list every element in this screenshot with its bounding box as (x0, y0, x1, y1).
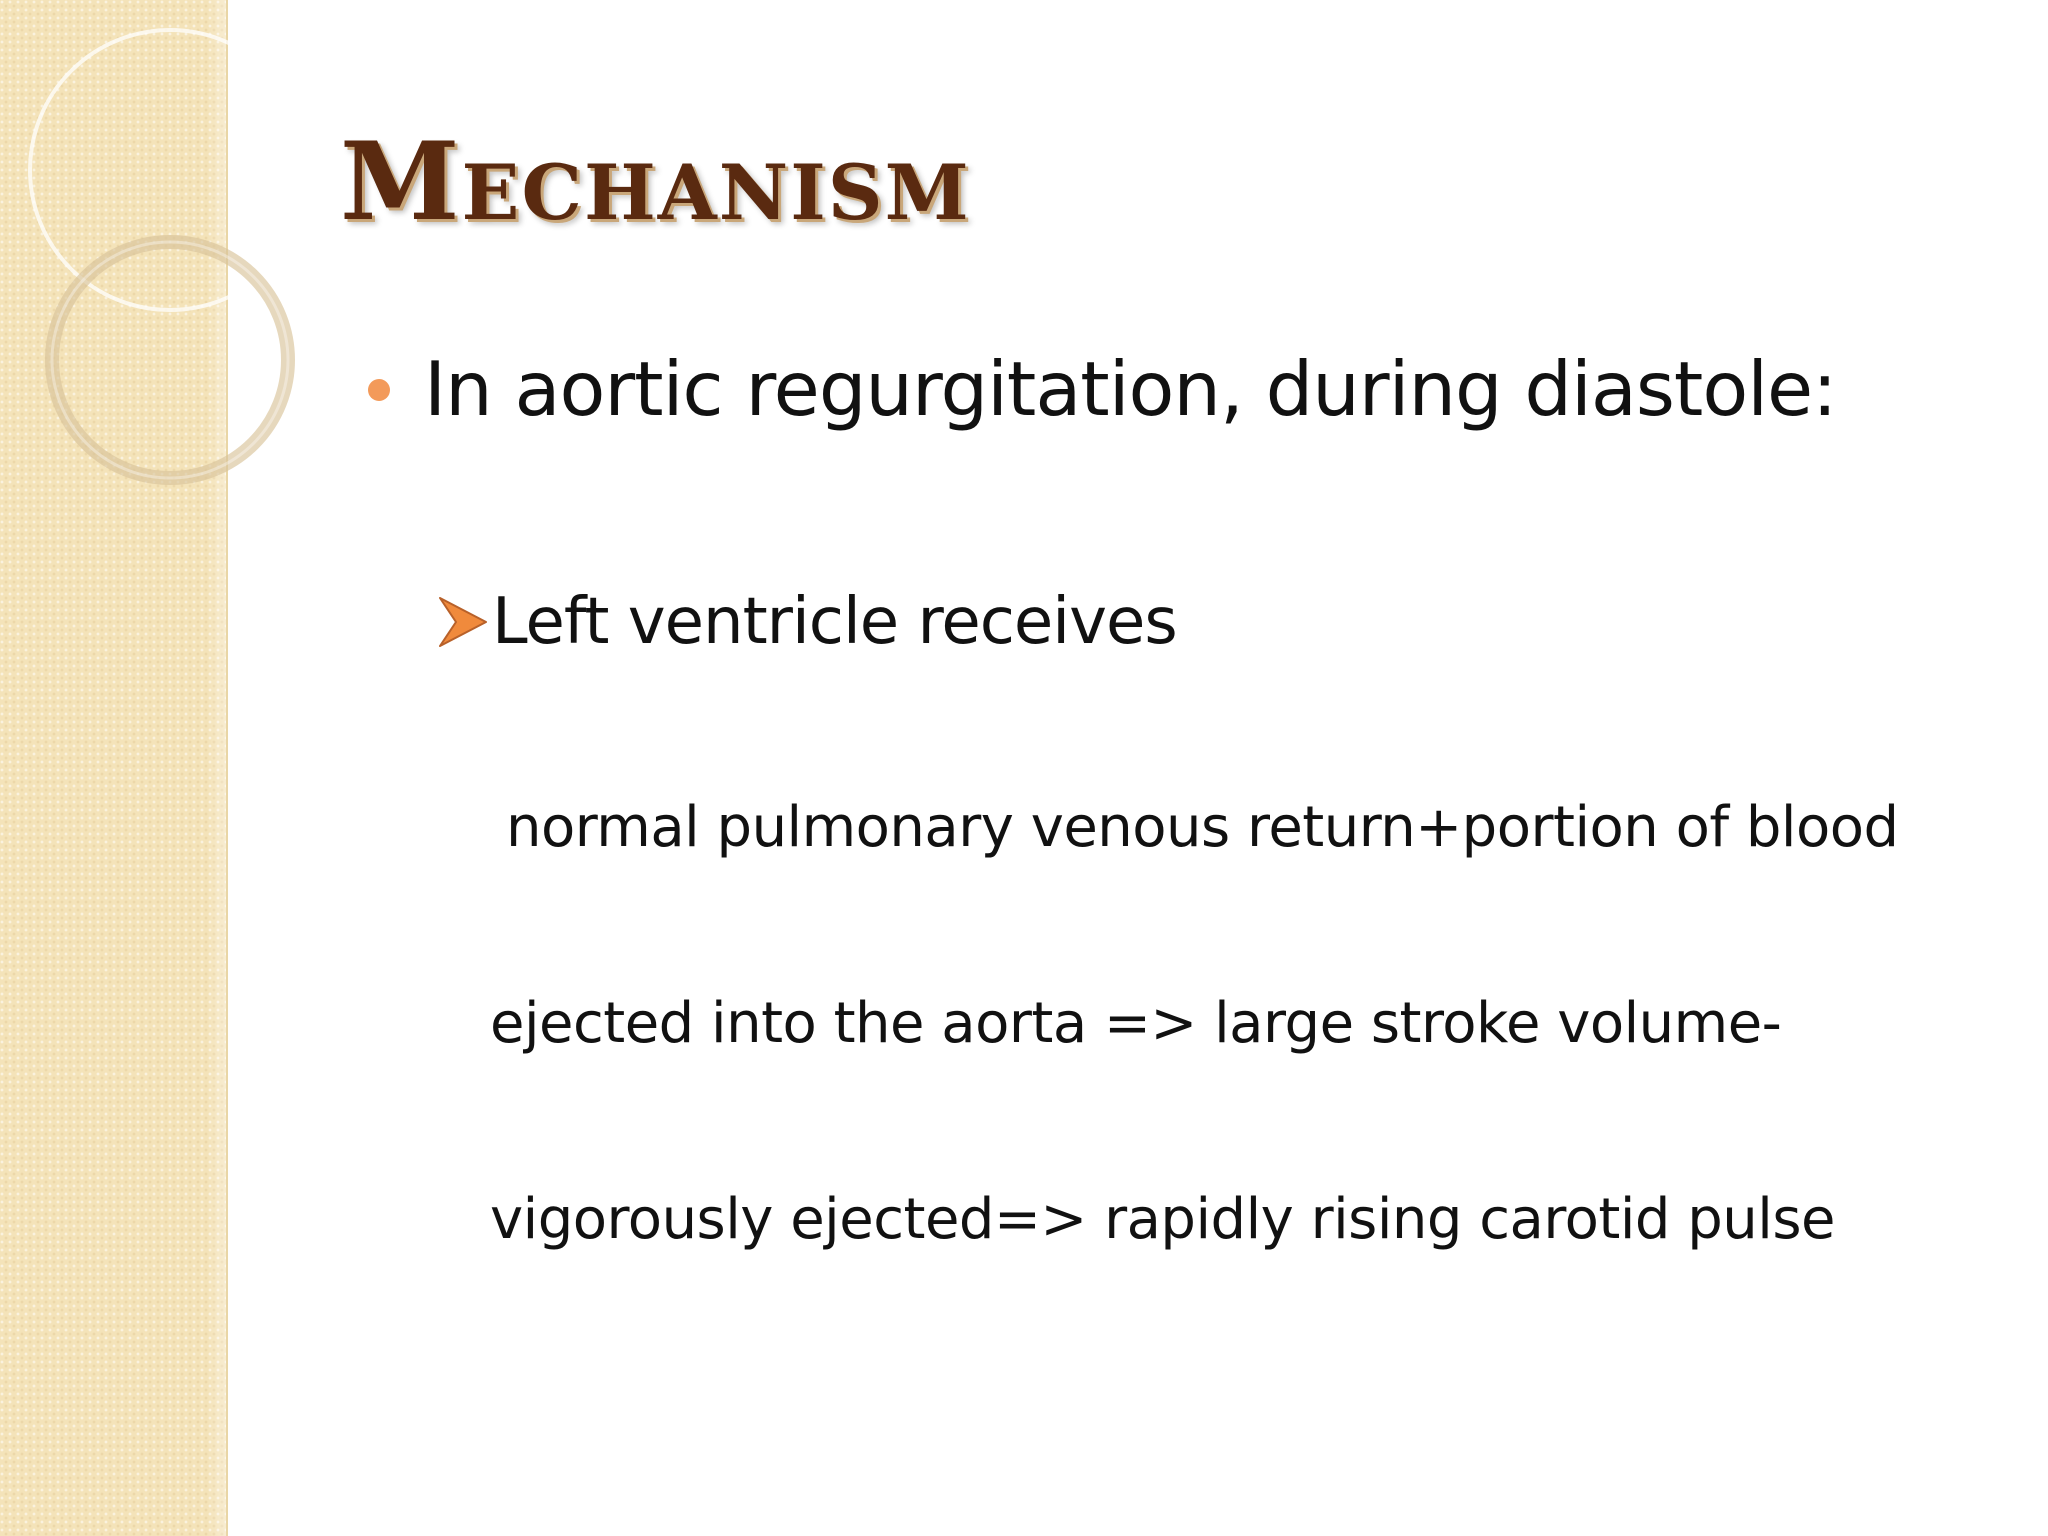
sub-bullet-item (436, 585, 1177, 659)
bullet-item (368, 345, 1837, 433)
body-line-1: normal pulmonary venous return+portion of blood (506, 795, 1899, 860)
bullet-text: In aortic regurgitation, during diastole: (424, 345, 1837, 433)
slide-title: Mechanism (340, 119, 971, 245)
body-line-2: ejected into the aorta => large stroke volume- (490, 991, 1782, 1056)
side-panel (0, 0, 228, 1536)
circle-bullet-icon (368, 379, 390, 401)
body-line-3: vigorously ejected=> rapidly rising carotid pulse (490, 1187, 1835, 1252)
arrowhead-bullet-icon (436, 594, 490, 650)
sub-bullet-text: Left ventricle receives (492, 585, 1177, 659)
